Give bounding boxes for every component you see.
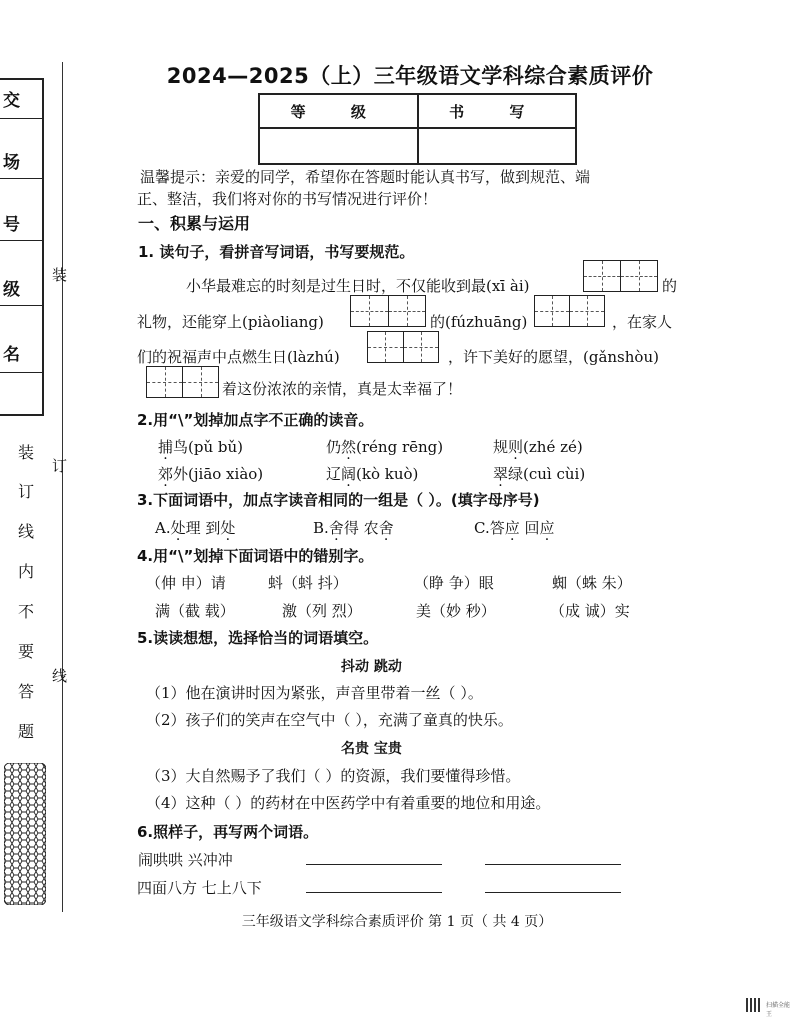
q6-example-1: 闹哄哄 兴冲冲 xyxy=(138,851,233,869)
notice-char: 不 xyxy=(18,602,35,621)
binding-divider xyxy=(0,305,42,306)
binding-info-box xyxy=(0,78,44,416)
grade-cell[interactable] xyxy=(259,128,418,164)
q5-word-group-2: 名贵 宝贵 xyxy=(341,741,402,757)
q5-sentence-4: （4）这种（ ）的药材在中医药学中有着重要的地位和用途。 xyxy=(146,794,551,812)
page-title: 2024—2025（上）三年级语文学科综合素质评价 xyxy=(166,64,654,88)
notice-char: 订 xyxy=(18,482,35,501)
q3-option-c: C.答应 回应 xyxy=(474,519,555,537)
q4-item: 美（妙 秒） xyxy=(416,602,496,620)
tip-line-2: 正、整洁，我们将对你的书写情况进行评价！ xyxy=(137,190,438,208)
notice-char: 题 xyxy=(18,722,35,741)
q2-item: 捕鸟(pǔ bǔ) xyxy=(158,438,244,456)
q1-text: 着这份浓浓的亲情，真是太幸福了！ xyxy=(222,380,463,398)
q5-word-group-1: 抖动 跳动 xyxy=(341,659,402,675)
seal-char-ding: 订 xyxy=(52,457,68,475)
q5-sentence-3: （3）大自然赐予了我们（ ）的资源，我们要懂得珍惜。 xyxy=(146,767,521,785)
binding-divider xyxy=(0,178,42,179)
seal-line xyxy=(62,62,63,912)
tip-line-1: 温馨提示：亲爱的同学，希望你在答题时能认真书写，做到规范、端 xyxy=(140,168,591,186)
grade-table xyxy=(258,93,577,165)
q6-answer-line[interactable] xyxy=(306,864,442,865)
q6-answer-line[interactable] xyxy=(485,892,621,893)
q6-title: 6.照样子，再写两个词语。 xyxy=(137,823,319,841)
notice-char: 内 xyxy=(18,562,35,581)
q2-item: 翠绿(cuì cùi) xyxy=(493,465,586,483)
q6-example-2: 四面八方 七上八下 xyxy=(137,879,262,897)
binding-field-number: 号 xyxy=(3,215,20,235)
binding-divider xyxy=(0,240,42,241)
page-footer: 三年级语文学科综合素质评价 第 1 页（ 共 4 页） xyxy=(241,914,553,930)
writing-header: 书 写 xyxy=(418,94,577,128)
q2-item: 辽阔(kò kuò) xyxy=(326,465,419,483)
q1-text: 小华最难忘的时刻是过生日时，不仅能收到最(xī ài) xyxy=(186,277,530,295)
q1-writing-box-fuzhuang[interactable] xyxy=(534,295,605,327)
q5-sentence-2: （2）孩子们的笑声在空气中（ ），充满了童真的快乐。 xyxy=(146,711,513,729)
notice-char: 装 xyxy=(18,443,35,462)
q1-writing-box-xiai[interactable] xyxy=(583,260,658,292)
q5-sentence-1: （1）他在演讲时因为紧张，声音里带着一丝（ ）。 xyxy=(146,684,483,702)
binding-divider xyxy=(0,372,42,373)
notice-char: 答 xyxy=(18,682,35,701)
binding-field-name: 名 xyxy=(3,345,20,365)
q3-title: 3.下面词语中，加点字读音相同的一组是（ ）。(填字母序号) xyxy=(137,491,540,509)
q6-answer-line[interactable] xyxy=(306,892,442,893)
q4-item: （伸 申）请 xyxy=(146,574,226,592)
honeycomb-seal-pattern xyxy=(4,763,46,905)
q4-item: 蜘（蛛 朱） xyxy=(552,574,632,592)
q2-item: 规则(zhé zé) xyxy=(493,438,583,456)
q4-item: 蚪（蚪 抖） xyxy=(268,574,348,592)
q1-writing-box-lazhu[interactable] xyxy=(367,331,439,363)
binding-field-class: 级 xyxy=(3,280,20,300)
q1-text: 礼物，还能穿上(piàoliang) xyxy=(137,313,324,331)
scanner-watermark: 扫描全能王 xyxy=(766,1002,791,1018)
notice-char: 线 xyxy=(18,522,35,541)
binding-field-school: 交 xyxy=(3,91,20,111)
q5-title: 5.读读想想，选择恰当的词语填空。 xyxy=(137,629,379,647)
q3-option-b: B.舍得 农舍 xyxy=(313,519,394,537)
notice-char: 要 xyxy=(18,642,35,661)
q1-text: 的 xyxy=(662,277,678,295)
binding-field-room: 场 xyxy=(3,153,20,173)
q1-writing-box-ganshou[interactable] xyxy=(146,366,219,398)
grade-header: 等 级 xyxy=(259,94,418,128)
q1-text: ，许下美好的愿望，(gǎnshòu) xyxy=(448,348,659,366)
q2-title: 2.用“\”划掉加点字不正确的读音。 xyxy=(137,411,374,429)
qr-code-icon xyxy=(746,998,762,1012)
q4-item: 激（列 烈） xyxy=(282,602,362,620)
binding-divider xyxy=(0,118,42,119)
q2-item: 仍然(réng rēng) xyxy=(326,438,444,456)
q2-item: 郊外(jiāo xiào) xyxy=(158,465,264,483)
q4-title: 4.用“\”划掉下面词语中的错别字。 xyxy=(137,547,374,565)
q6-answer-line[interactable] xyxy=(485,864,621,865)
q1-writing-box-piaoliang[interactable] xyxy=(350,295,426,327)
q4-item: （睁 争）眼 xyxy=(414,574,494,592)
q1-title: 1. 读句子，看拼音写词语，书写要规范。 xyxy=(138,243,415,261)
q1-text: ，在家人 xyxy=(612,313,673,331)
q3-option-a: A.处理 到处 xyxy=(155,519,236,537)
section-heading: 一、积累与运用 xyxy=(138,214,251,233)
writing-cell[interactable] xyxy=(418,128,577,164)
seal-char-zhuang: 装 xyxy=(52,266,68,284)
q4-item: （成 诚）实 xyxy=(550,602,630,620)
q1-text: 的(fúzhuāng) xyxy=(430,313,528,331)
q4-item: 满（截 载） xyxy=(155,602,235,620)
seal-char-xian: 线 xyxy=(52,667,68,685)
q1-text: 们的祝福声中点燃生日(làzhú) xyxy=(137,348,340,366)
